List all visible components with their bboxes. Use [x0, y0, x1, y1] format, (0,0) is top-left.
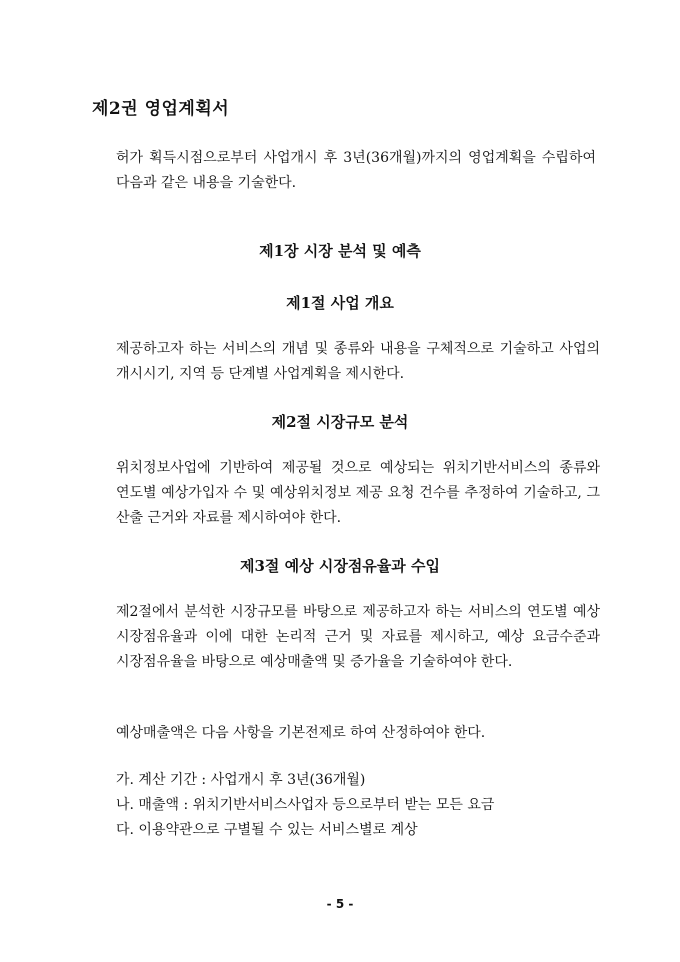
basis-item-ga: 가. 계산 기간 : 사업개시 후 3년(36개월): [116, 772, 366, 788]
basis-sentence: 예상매출액은 다음 사항을 기본전제로 하여 산정하여야 한다.: [116, 725, 486, 741]
section-2-body: 위치정보사업에 기반하여 제공될 것으로 예상되는 위치기반서비스의 종류와 연도별 예상가입자 수 및 예상위치정보 제공 요청 건수를 추정하여 기술하고, 그 산출 근거와 자료를 제시하여야 한다.: [116, 460, 600, 526]
chapter-title: 제1장 시장 분석 및 예측: [259, 242, 421, 260]
intro-paragraph: 허가 획득시점으로부터 사업개시 후 3년(36개월)까지의 영업계획을 수립하여 다음과 같은 내용을 기술한다.: [116, 150, 596, 191]
basis-list: [116, 768, 494, 843]
section-2-title: 제2절 시장규모 분석: [271, 413, 409, 431]
basis-item-da: 다. 이용약관으로 구별될 수 있는 서비스별로 계상: [116, 822, 418, 838]
part-title: 제2권 영업계획서: [92, 99, 230, 119]
section-3-title: 제3절 예상 시장점유율과 수입: [240, 557, 440, 575]
section-3-body: 제2절에서 분석한 시장규모를 바탕으로 제공하고자 하는 서비스의 연도별 예상 시장점유율과 이에 대한 논리적 근거 및 자료를 제시하고, 예상 요금수준과 시장점유율을 바탕으로 예상매출액 및 증가율을 기술하여야 한다.: [116, 604, 600, 670]
page-number: - 5 -: [326, 897, 354, 911]
section-1-body: 제공하고자 하는 서비스의 개념 및 종류와 내용을 구체적으로 기술하고 사업의 개시시기, 지역 등 단계별 사업계획을 제시한다.: [116, 341, 600, 382]
section-1-title: 제1절 사업 개요: [286, 294, 394, 312]
basis-item-na: 나. 매출액 : 위치기반서비스사업자 등으로부터 받는 모든 요금: [116, 797, 495, 813]
